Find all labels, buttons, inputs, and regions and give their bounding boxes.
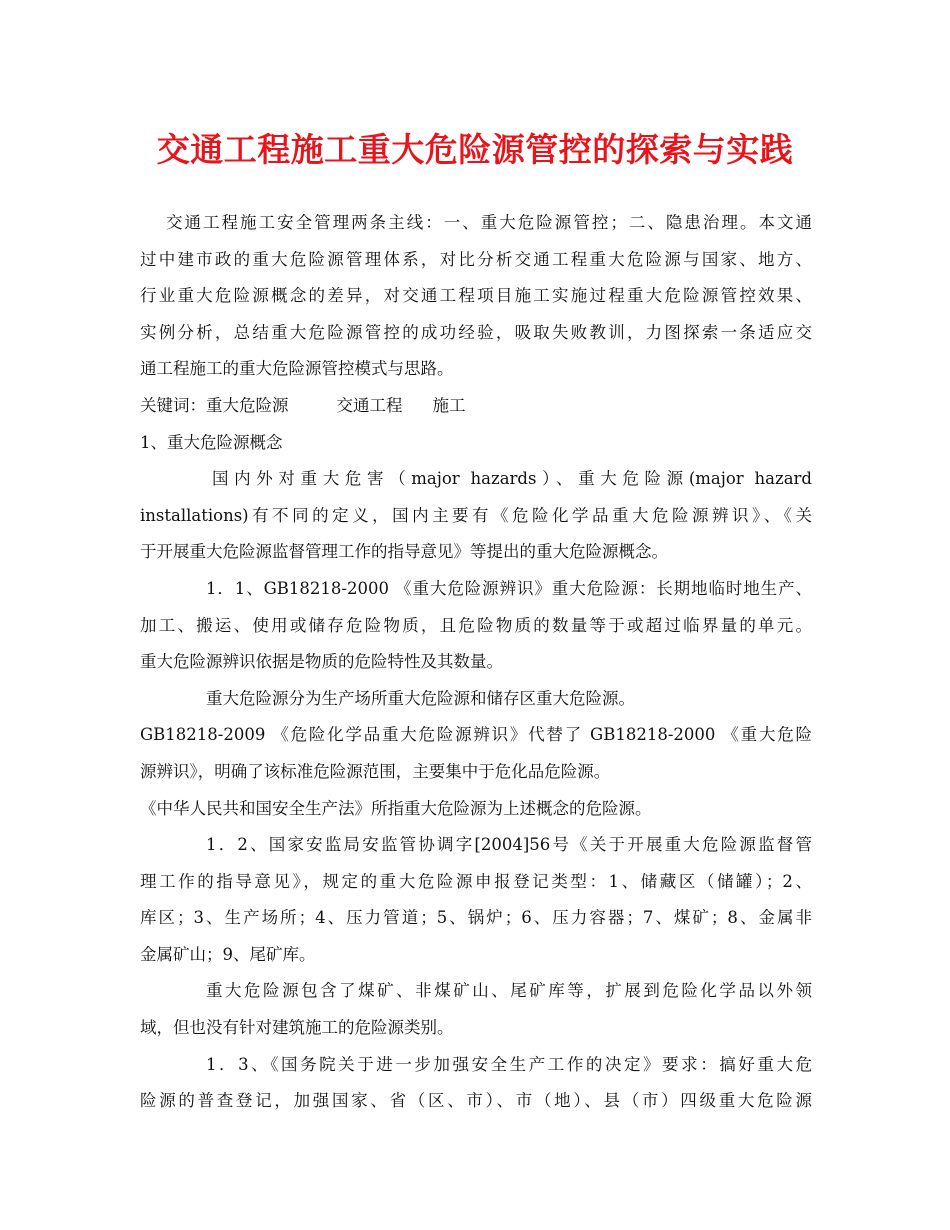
abstract-line: 过中建市政的重大危险源管理体系，对比分析交通工程重大危险源与国家、地方、 (140, 249, 812, 269)
paragraph-line: 险源的普查登记，加强国家、省（区、市）、市（地）、县（市）四级重大危险源 (140, 1091, 812, 1111)
paragraph (140, 461, 812, 571)
paragraph-line: 重大危险源包含了煤矿、非煤矿山、尾矿库等，扩展到危险化学品以外领 (206, 981, 812, 1001)
abstract-line: 交通工程施工安全管理两条主线：一、重大危险源管控；二、隐患治理。本文通 (166, 213, 812, 232)
paragraph-line: 库区；3、生产场所；4、压力管道；5、锅炉；6、压力容器；7、煤矿；8、金属非 (140, 908, 812, 928)
paragraph (140, 681, 812, 718)
paragraph-line: 1．1、GB18218-2000 《重大危险源辨识》重大危险源：长期地临时地生产、 (206, 578, 812, 598)
paragraph-line: GB18218-2009 《危险化学品重大危险源辨识》代替了 GB18218-2000 《重大危险 (140, 725, 812, 745)
keyword-item: 施工 (432, 395, 466, 415)
abstract-line: 行业重大危险源概念的差异，对交通工程项目施工实施过程重大危险源管控效果、 (140, 286, 812, 306)
abstract-line: 实例分析，总结重大危险源管控的成功经验，吸取失败教训，力图探索一条适应交 (140, 322, 812, 342)
paragraph (140, 973, 812, 1046)
keywords-line (140, 388, 812, 425)
paragraph-line: installations)有不同的定义，国内主要有《危险化学品重大危险源辨识》、《关 (140, 505, 812, 525)
paragraph (140, 571, 812, 681)
document-title: 交通工程施工重大危险源管控的探索与实践 (156, 130, 794, 169)
document-body (140, 205, 812, 1120)
abstract-paragraph (140, 205, 812, 388)
paragraph (140, 717, 812, 790)
paragraph-line: 源辨识》，明确了该标准危险源范围，主要集中于危化品危险源。 (140, 761, 611, 781)
paragraph-line: 1．2、国家安监局安监管协调字[2004]56号《关于开展重大危险源监督管 (206, 835, 812, 855)
paragraph-line: 1．3、《国务院关于进一步加强安全生产工作的决定》要求：搞好重大危 (206, 1054, 812, 1074)
section-heading: 1、重大危险源概念 (140, 432, 283, 452)
abstract-line: 通工程施工的重大危险源管控模式与思路。 (140, 359, 454, 379)
paragraph-line: 《中华人民共和国安全生产法》所指重大危险源为上述概念的危险源。 (140, 798, 652, 818)
paragraph (140, 791, 812, 828)
paragraph (140, 1047, 812, 1120)
keyword-item: 交通工程 (336, 395, 403, 415)
paragraph-line: 国内外对重大危害（major hazards）、重大危险源(major hazard (212, 469, 812, 489)
paragraph-line: 域，但也没有针对建筑施工的危险源类别。 (140, 1018, 454, 1038)
paragraph-line: 加工、搬运、使用或储存危险物质，且危险物质的数量等于或超过临界量的单元。 (140, 615, 812, 635)
keywords-label: 关键词： (140, 395, 206, 415)
paragraph-line: 理工作的指导意见》，规定的重大危险源申报登记类型：1、储藏区（储罐）；2、 (140, 871, 812, 891)
paragraph-line: 重大危险源辨识依据是物质的危险特性及其数量。 (140, 652, 503, 672)
paragraph-line: 于开展重大危险源监督管理工作的指导意见》等提出的重大危险源概念。 (140, 542, 668, 562)
paragraph-line: 金属矿山；9、尾矿库。 (140, 944, 316, 964)
paragraph (140, 827, 812, 973)
keyword-item: 重大危险源 (206, 395, 289, 415)
paragraph-line: 重大危险源分为生产场所重大危险源和储存区重大危险源。 (206, 688, 635, 708)
